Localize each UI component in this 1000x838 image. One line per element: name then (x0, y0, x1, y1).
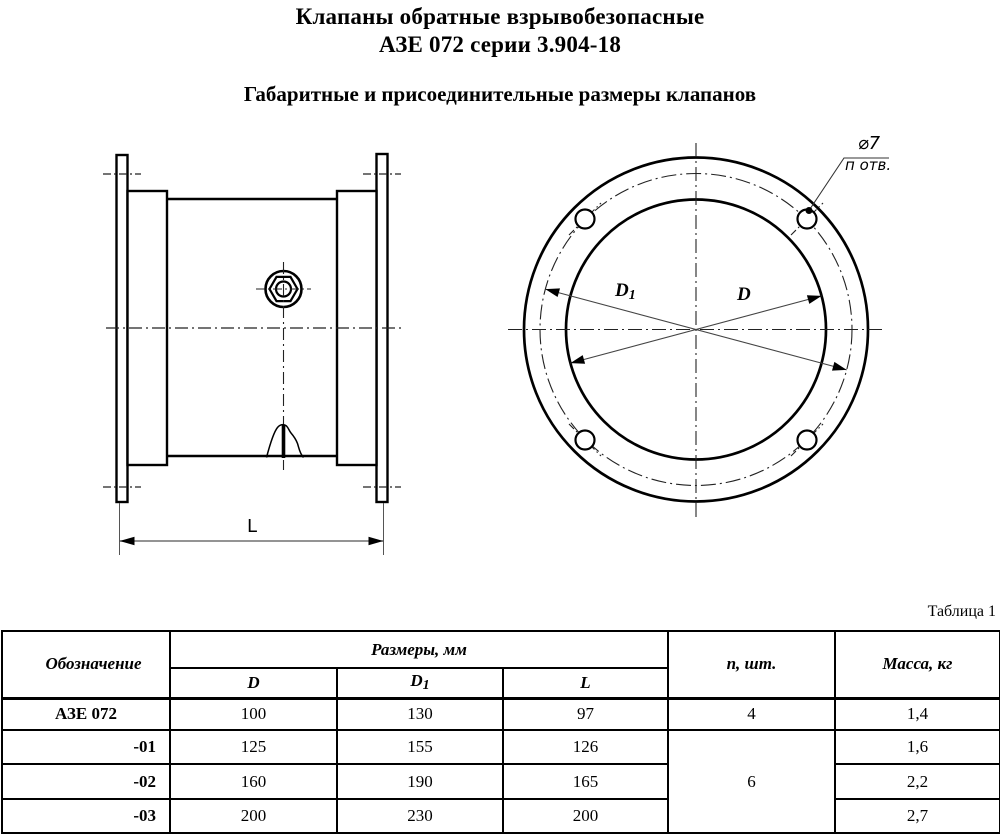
bolt-circle-dim-label-sub: 1 (628, 288, 636, 303)
arrowhead-left (120, 537, 135, 545)
cell-l: 165 (503, 764, 668, 799)
cell-l: 97 (503, 698, 668, 730)
page-title-line2: АЗЕ 072 серии 3.904-18 (378, 32, 622, 57)
side-view-drawing (103, 154, 402, 555)
table-row (2, 799, 1000, 833)
dimensions-table (1, 630, 1000, 834)
arrowhead-right (369, 537, 384, 545)
length-dim-label: L (246, 516, 258, 537)
header-n: n, шт. (668, 631, 835, 698)
drawing-subtitle: Габаритные и присоединительные размеры клапанов (243, 82, 757, 106)
bolt-circle-dim-label-base: D (615, 280, 629, 301)
table-row (2, 698, 1000, 730)
leader-dot (806, 207, 813, 214)
bolt-hole-lower-left (576, 431, 595, 450)
cell-d1: 130 (337, 698, 503, 730)
arrowhead-d1-right (832, 362, 847, 371)
cell-d: 125 (170, 730, 337, 764)
bolt-circle-dim-label (615, 280, 636, 304)
header-dimensions-group: Размеры, мм (170, 631, 668, 668)
page-title-line1: Клапаны обратные взрывобезопасные (295, 4, 705, 29)
cell-d1: 230 (337, 799, 503, 833)
cell-d: 100 (170, 698, 337, 730)
header-designation: Обозначение (2, 631, 170, 698)
arrowhead-d1-left (545, 288, 560, 297)
header-mass: Масса, кг (835, 631, 1000, 698)
header-d1-sub: 1 (422, 678, 430, 694)
cell-d1: 155 (337, 730, 503, 764)
cell-d: 200 (170, 799, 337, 833)
cell-mass: 2,2 (835, 764, 1000, 799)
table-row (2, 764, 1000, 799)
table-header-row-1 (2, 631, 1000, 668)
hole-diameter-label: ⌀7 (857, 133, 881, 154)
header-d1 (337, 668, 503, 698)
cell-l: 126 (503, 730, 668, 764)
cell-n-merged: 6 (668, 730, 835, 833)
hole-count-label: п отв. (845, 156, 892, 174)
table-caption: Таблица 1 (927, 603, 996, 620)
cell-designation: -01 (2, 730, 170, 764)
bore-dim-label: D (737, 284, 751, 305)
bolt-hole-upper-left (576, 210, 595, 229)
check-disc-break-detail (267, 425, 304, 459)
cell-mass: 1,4 (835, 698, 1000, 730)
front-view-drawing (508, 143, 892, 518)
cell-mass: 1,6 (835, 730, 1000, 764)
cell-l: 200 (503, 799, 668, 833)
cell-d1: 190 (337, 764, 503, 799)
cell-n: 4 (668, 698, 835, 730)
arrowhead-d-left (570, 355, 585, 364)
header-l: L (503, 668, 668, 698)
cell-designation: -02 (2, 764, 170, 799)
cell-designation: -03 (2, 799, 170, 833)
table-row (2, 730, 1000, 764)
header-d1-base: D (410, 671, 423, 691)
header-d: D (170, 668, 337, 698)
cell-mass: 2,7 (835, 799, 1000, 833)
arrowhead-d-right (807, 295, 822, 304)
bolt-hole-lower-right (798, 431, 817, 450)
cell-d: 160 (170, 764, 337, 799)
cell-designation: АЗЕ 072 (2, 698, 170, 730)
